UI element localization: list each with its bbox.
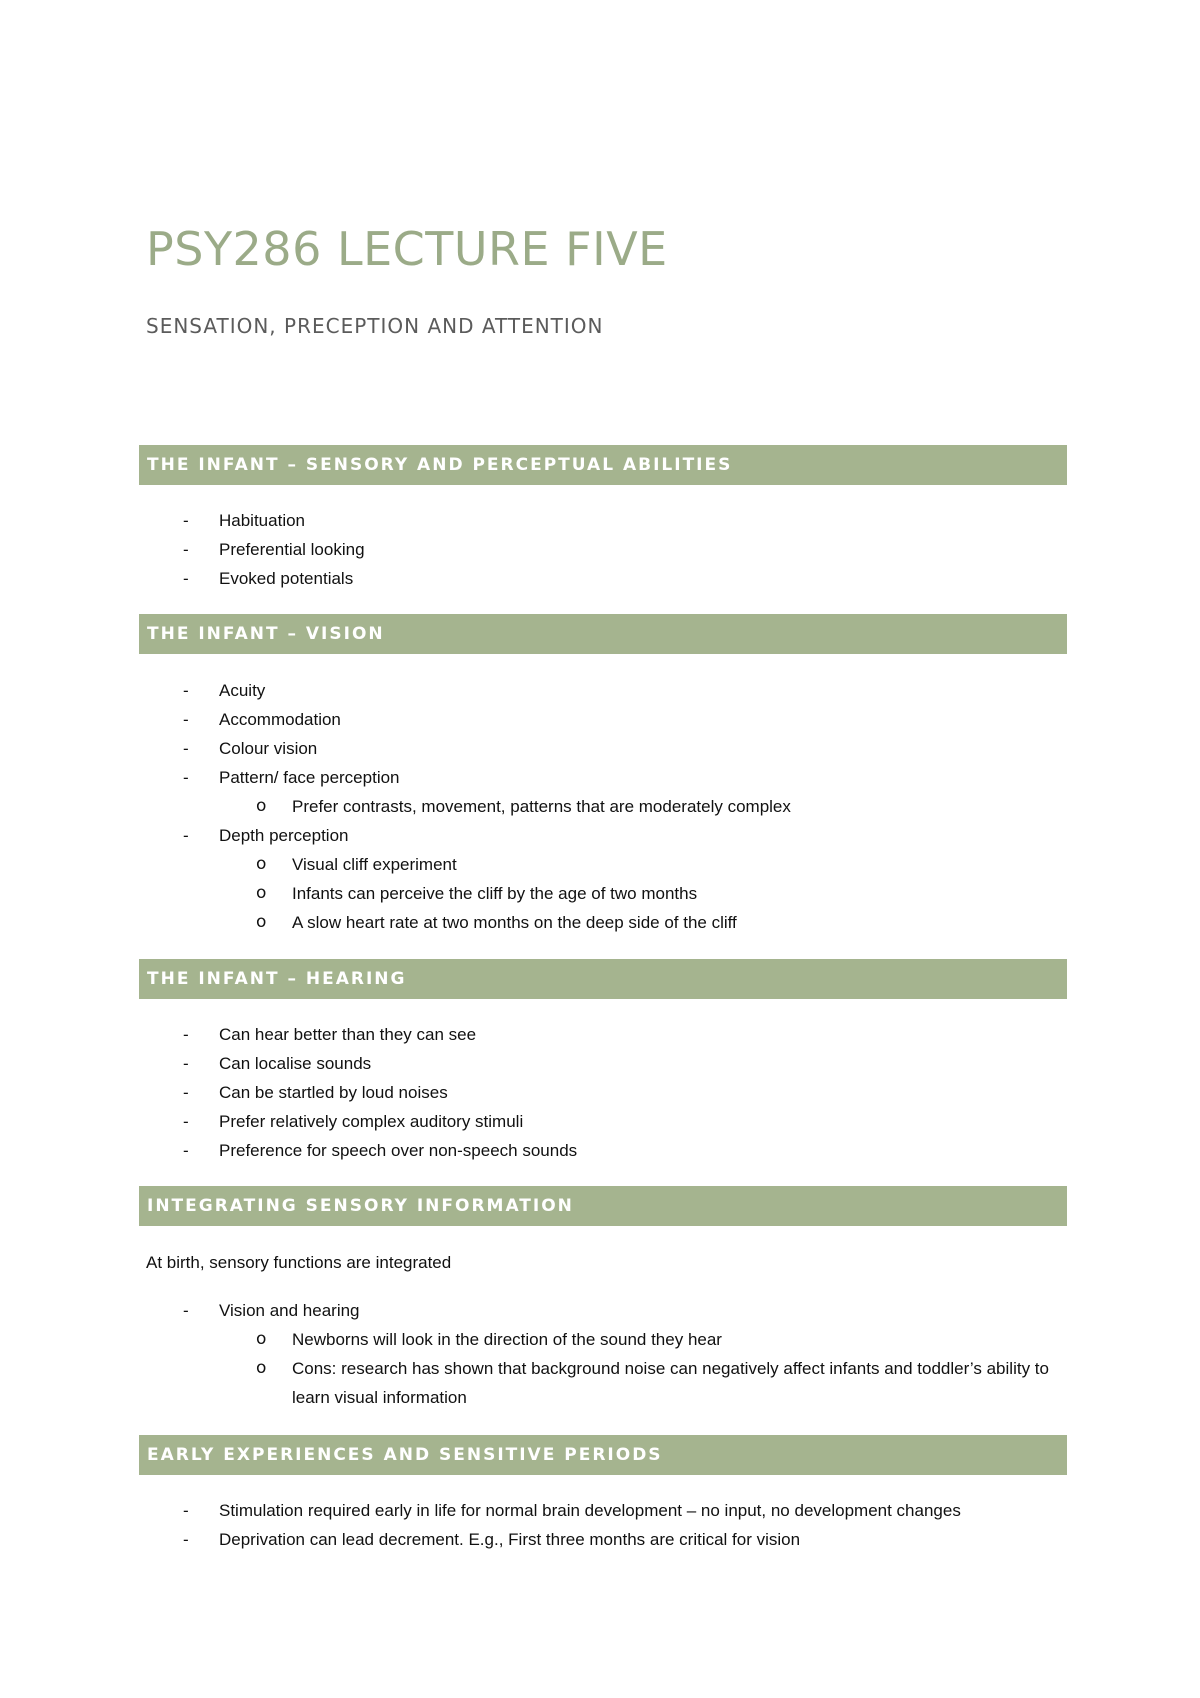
sub-list-item: Newborns will look in the direction of the sound they hear bbox=[292, 1330, 722, 1349]
section-heading-text: THE INFANT – HEARING bbox=[147, 969, 407, 989]
list-item: Acuity bbox=[219, 681, 266, 700]
sub-bullet: o bbox=[256, 883, 267, 903]
dash-bullet: - bbox=[183, 681, 189, 700]
dash-bullet: - bbox=[183, 511, 189, 530]
sub-bullet: o bbox=[256, 1329, 267, 1349]
list-item: Evoked potentials bbox=[219, 569, 354, 588]
dash-bullet: - bbox=[183, 710, 189, 729]
dash-bullet: - bbox=[183, 768, 189, 787]
list-item: Colour vision bbox=[219, 739, 318, 758]
page-title: PSY286 LECTURE FIVE bbox=[146, 222, 668, 276]
section-heading-vision bbox=[139, 614, 1067, 654]
section-heading-hearing bbox=[139, 959, 1067, 999]
list-item: Preferential looking bbox=[219, 540, 365, 559]
list-item: Deprivation can lead decrement. E.g., First three months are critical for vision bbox=[219, 1530, 801, 1549]
dash-bullet: - bbox=[183, 540, 189, 559]
list-item: Pattern/ face perception bbox=[219, 768, 400, 787]
dash-bullet: - bbox=[183, 1501, 189, 1520]
sub-list-item: Visual cliff experiment bbox=[292, 855, 457, 874]
sub-bullet: o bbox=[256, 912, 267, 932]
dash-bullet: - bbox=[183, 1083, 189, 1102]
dash-bullet: - bbox=[183, 1301, 189, 1320]
sub-list-item: A slow heart rate at two months on the deep side of the cliff bbox=[292, 913, 737, 932]
list-item: Vision and hearing bbox=[219, 1301, 360, 1320]
dash-bullet: - bbox=[183, 1054, 189, 1073]
list-item: Depth perception bbox=[219, 826, 349, 845]
dash-bullet: - bbox=[183, 1025, 189, 1044]
list-item: Can localise sounds bbox=[219, 1054, 372, 1073]
list-item: Prefer relatively complex auditory stimuli bbox=[219, 1112, 524, 1131]
section-heading-text: THE INFANT – VISION bbox=[147, 624, 385, 644]
list-item: Accommodation bbox=[219, 710, 341, 729]
sub-list-item: Prefer contrasts, movement, patterns that are moderately complex bbox=[292, 797, 791, 816]
list-item: Stimulation required early in life for normal brain development – no input, no development changes bbox=[219, 1501, 961, 1520]
dash-bullet: - bbox=[183, 1112, 189, 1131]
section-heading-integrating bbox=[139, 1186, 1067, 1226]
list-item: Habituation bbox=[219, 511, 306, 530]
list-item: Can be startled by loud noises bbox=[219, 1083, 448, 1102]
dash-bullet: - bbox=[183, 739, 189, 758]
sub-bullet: o bbox=[256, 854, 267, 874]
section-heading-text: EARLY EXPERIENCES AND SENSITIVE PERIODS bbox=[147, 1445, 663, 1465]
dash-bullet: - bbox=[183, 826, 189, 845]
page-subtitle: SENSATION, PRECEPTION AND ATTENTION bbox=[146, 314, 604, 338]
section-heading-sensitive-periods bbox=[139, 1435, 1067, 1475]
list-item: Preference for speech over non-speech sounds bbox=[219, 1141, 578, 1160]
dash-bullet: - bbox=[183, 1530, 189, 1549]
list-item: Can hear better than they can see bbox=[219, 1025, 477, 1044]
section-heading-text: THE INFANT – SENSORY AND PERCEPTUAL ABILITIES bbox=[147, 455, 733, 475]
sub-bullet: o bbox=[256, 796, 267, 816]
dash-bullet: - bbox=[183, 1141, 189, 1160]
sub-list-item: Infants can perceive the cliff by the age of two months bbox=[292, 884, 698, 903]
dash-bullet: - bbox=[183, 569, 189, 588]
section-heading-sensory-abilities bbox=[139, 445, 1067, 485]
section-heading-text: INTEGRATING SENSORY INFORMATION bbox=[147, 1196, 574, 1216]
sub-bullet: o bbox=[256, 1358, 267, 1378]
sub-list-item: Cons: research has shown that background noise can negatively affect infants and toddler’s ability to learn visual information bbox=[292, 1359, 1049, 1407]
intro-paragraph: At birth, sensory functions are integrated bbox=[146, 1253, 452, 1272]
